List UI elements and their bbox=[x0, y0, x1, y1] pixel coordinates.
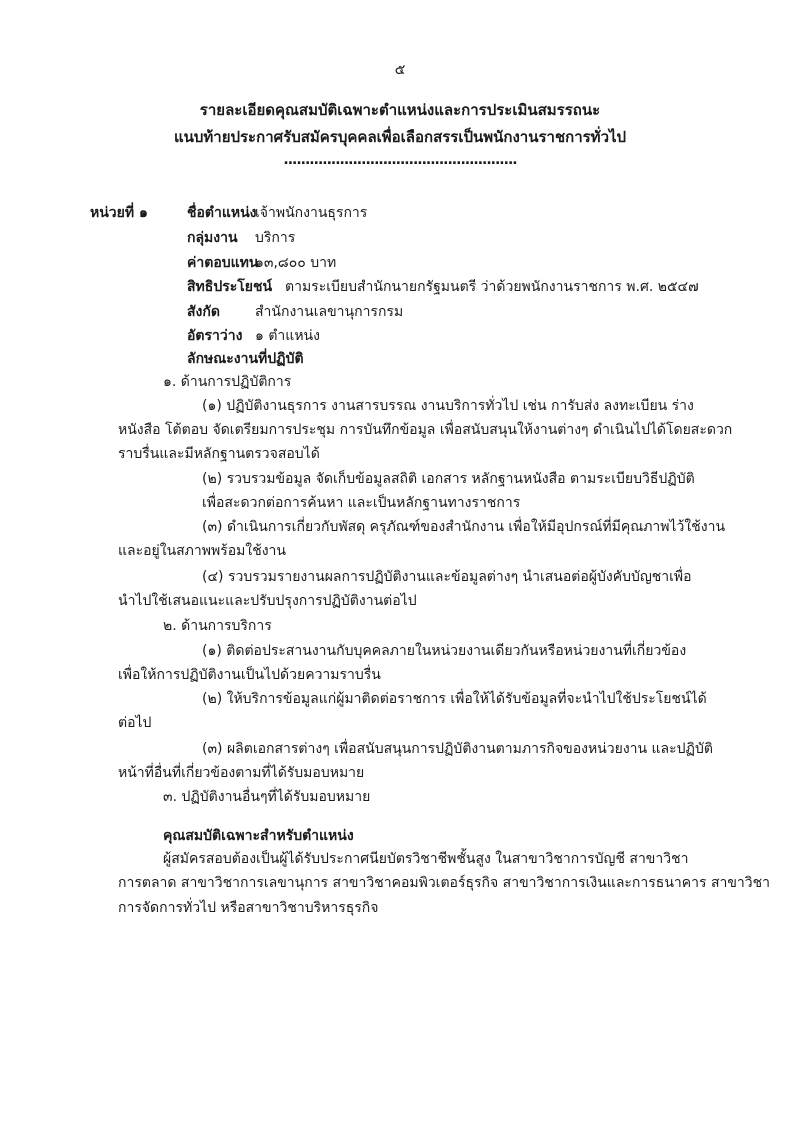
duty-line: ราบรื่นและมีหลักฐานตรวจสอบได้ bbox=[118, 446, 320, 462]
qualification-line: การจัดการทั่วไป หรือสาขาวิชาบริหารธุรกิจ bbox=[118, 900, 379, 916]
field-value: ๑ ตำแหน่ง bbox=[255, 328, 320, 344]
field-label: อัตราว่าง bbox=[187, 328, 243, 344]
field-label: สังกัด bbox=[187, 304, 220, 320]
title-line-1: รายละเอียดคุณสมบัติเฉพาะตำแหน่งและการประเมินสมรรถนะ bbox=[199, 101, 601, 119]
field-value: ๑๓,๘๐๐ บาท bbox=[255, 255, 337, 271]
title-line-2: แนบท้ายประกาศรับสมัครบุคคลเพื่อเลือกสรรเป็นพนักงานราชการทั่วไป bbox=[173, 128, 627, 146]
duty-line: (๔) รวบรวมรายงานผลการปฏิบัติงานและข้อมูลต่างๆ นำเสนอต่อผู้บังคับบัญชาเพื่อ bbox=[202, 569, 692, 585]
duty-line: หน้าที่อื่นที่เกี่ยวข้องตามที่ได้รับมอบหมาย bbox=[118, 765, 365, 781]
duty-line: (๓) ผลิตเอกสารต่างๆ เพื่อสนับสนุนการปฏิบัติงานตามภารกิจของหน่วยงาน และปฏิบัติ bbox=[202, 741, 713, 757]
duty-line: เพื่อสะดวกต่อการค้นหา และเป็นหลักฐานทางราชการ bbox=[202, 495, 521, 511]
field-label: ค่าตอบแทน bbox=[187, 255, 259, 271]
qualification-line: ผู้สมัครสอบต้องเป็นผู้ได้รับประกาศนียบัตรวิชาชีพชั้นสูง ในสาขาวิชาการบัญชี สาขาวิชา bbox=[163, 851, 689, 867]
unit-label: หน่วยที่ ๑ bbox=[90, 205, 148, 221]
field-label: กลุ่มงาน bbox=[187, 230, 238, 246]
page-number: ๕ bbox=[394, 62, 406, 78]
duty-line: (๓) ดำเนินการเกี่ยวกับพัสดุ ครุภัณฑ์ของสำนักงาน เพื่อให้มีอุปกรณ์ที่มีคุณภาพไว้ใช้งาน bbox=[202, 519, 726, 535]
duty-line: (๑) ติดต่อประสานงานกับบุคคลภายในหน่วยงานเดียวกันหรือหน่วยงานที่เกี่ยวข้อง bbox=[202, 643, 687, 659]
duty-line: (๑) ปฏิบัติงานธุรการ งานสารบรรณ งานบริการทั่วไป เช่น การับส่ง ลงทะเบียน ร่าง bbox=[202, 398, 694, 414]
qualification-line: การตลาด สาขาวิชาการเลขานุการ สาขาวิชาคอมพิวเตอร์ธุรกิจ สาขาวิชาการเงินและการธนาคาร สาขาวิชา bbox=[118, 875, 771, 891]
field-value: สำนักงานเลขานุการกรม bbox=[255, 304, 404, 320]
field-value: เจ้าพนักงานธุรการ bbox=[255, 205, 368, 221]
duty-line: (๒) ให้บริการข้อมูลแก่ผู้มาติดต่อราชการ เพื่อให้ได้รับข้อมูลที่จะนำไปใช้ประโยชน์ได้ bbox=[202, 691, 707, 707]
duty-line: เพื่อให้การปฏิบัติงานเป็นไปด้วยความราบรื่น bbox=[118, 667, 381, 683]
duty-line: ๓. ปฏิบัติงานอื่นๆที่ได้รับมอบหมาย bbox=[163, 789, 371, 805]
field-label: สิทธิประโยชน์ bbox=[187, 279, 273, 295]
qualifications-heading: คุณสมบัติเฉพาะสำหรับตำแหน่ง bbox=[163, 828, 354, 844]
duty-line: นำไปใช้เสนอแนะและปรับปรุงการปฏิบัติงานต่อไป bbox=[118, 593, 417, 609]
duty-line: ๑. ด้านการปฏิบัติการ bbox=[163, 374, 292, 390]
duties-heading: ลักษณะงานที่ปฏิบัติ bbox=[187, 351, 304, 367]
duty-line: (๒) รวบรวมข้อมูล จัดเก็บข้อมูลสถิติ เอกสาร หลักฐานหนังสือ ตามระเบียบวิธีปฏิบัติ bbox=[202, 471, 695, 487]
duty-line: ๒. ด้านการบริการ bbox=[163, 618, 272, 634]
field-value: บริการ bbox=[255, 230, 296, 246]
field-label: ชื่อตำแหน่ง bbox=[187, 205, 257, 221]
duty-line: หนังสือ โต้ตอบ จัดเตรียมการประชุม การบันทึกข้อมูล เพื่อสนับสนุนให้งานต่างๆ ดำเนินไปได้โดยสะดวก bbox=[118, 422, 733, 438]
field-value: ตามระเบียบสำนักนายกรัฐมนตรี ว่าด้วยพนักงานราชการ พ.ศ. ๒๕๔๗ bbox=[285, 279, 699, 295]
duty-line: ต่อไป bbox=[118, 715, 152, 731]
duty-line: และอยู่ในสภาพพร้อมใช้งาน bbox=[118, 543, 286, 559]
title-separator: ...................................................... bbox=[283, 152, 517, 168]
